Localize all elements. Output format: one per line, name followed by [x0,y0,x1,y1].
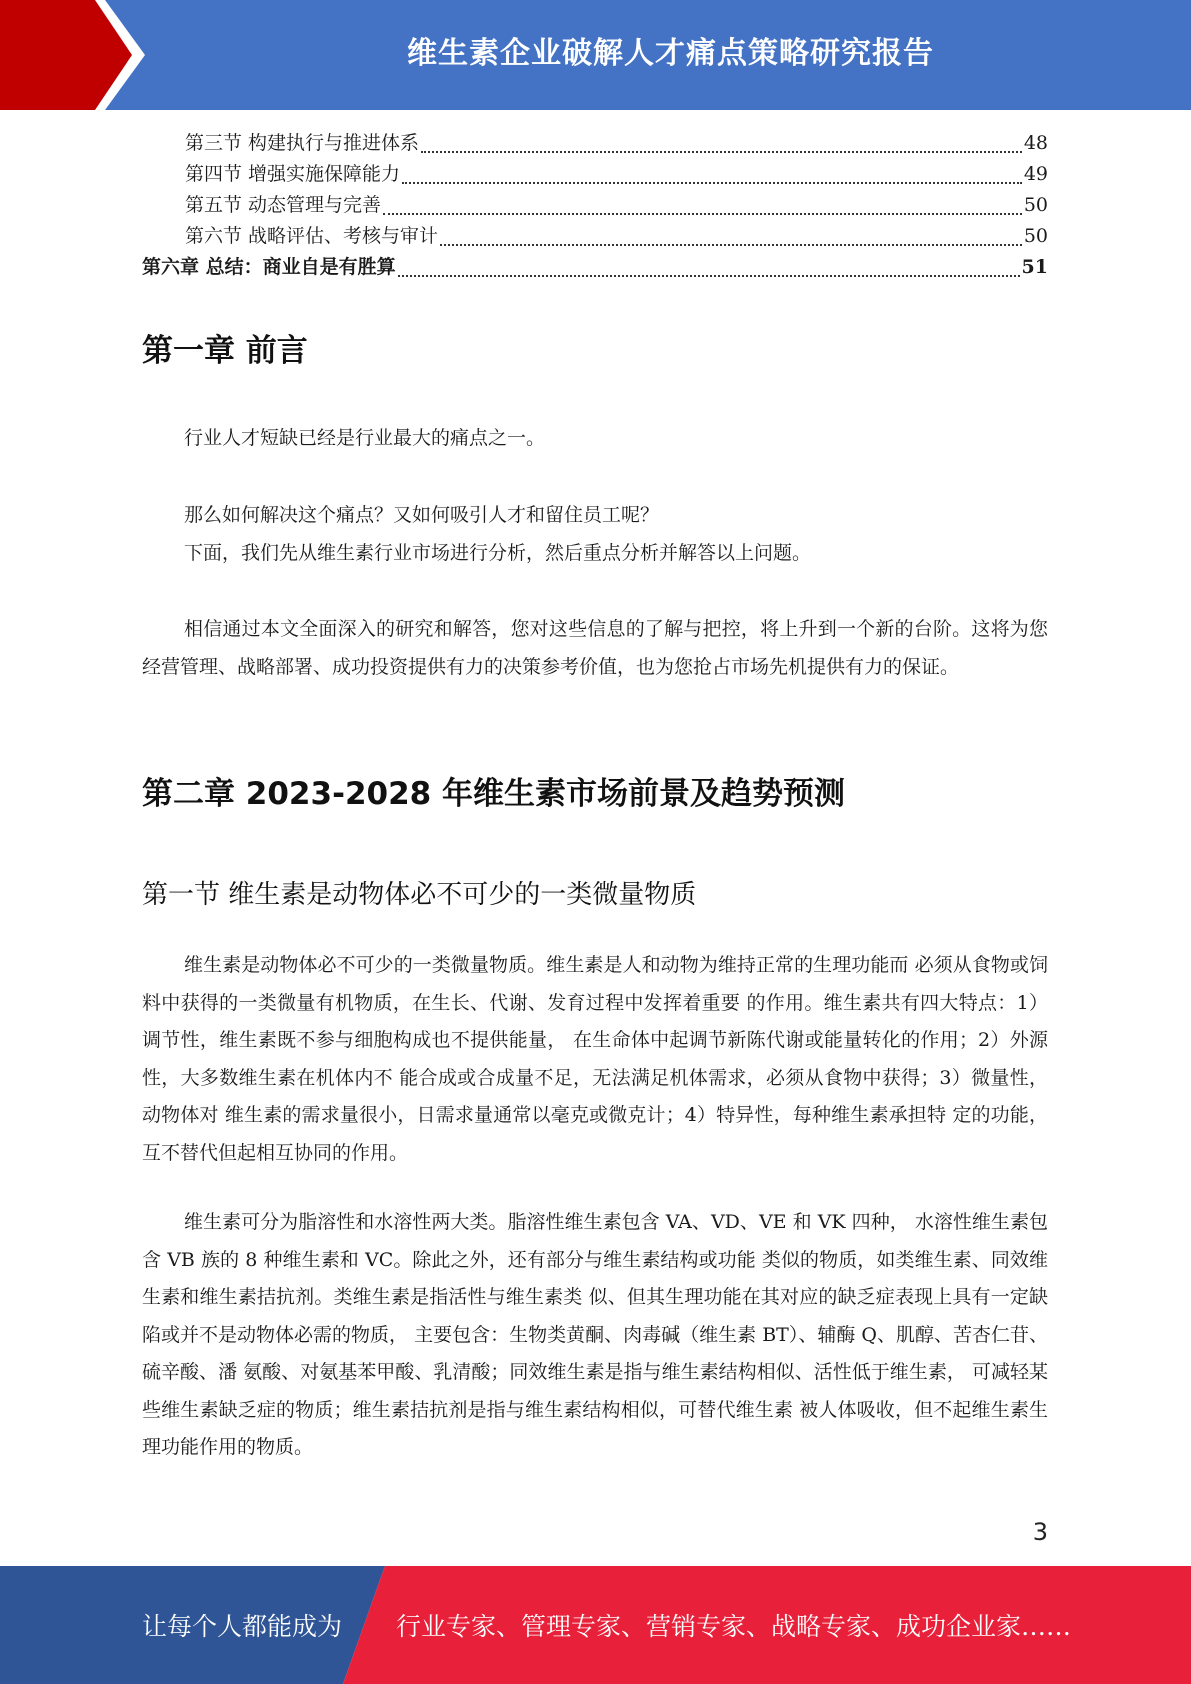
header-arrow-decoration [0,0,160,110]
paragraph: 下面，我们先从维生素行业市场进行分析，然后重点分析并解答以上问题。 [184,542,812,564]
toc-entry-title: 第六节 战略评估、考核与审计 [185,225,439,247]
toc-entry-page: 49 [1023,163,1048,185]
toc-entry-page: 51 [1021,256,1048,278]
toc-leader-dots [383,213,1022,215]
paragraph: 那么如何解决这个痛点？又如何吸引人才和留住员工呢？ [184,504,660,526]
footer-slogan-left: 让每个人都能成为 [142,1612,343,1641]
toc-entry-title: 第六章 总结：商业自是有胜算 [142,256,396,278]
toc-entry-title: 第五节 动态管理与完善 [185,194,382,216]
toc-entry-page: 48 [1023,132,1048,154]
toc-entry-title: 第三节 构建执行与推进体系 [185,132,420,154]
footer-slogan-right: 行业专家、管理专家、营销专家、战略专家、成功企业家…… [396,1612,1072,1641]
toc-entry-page: 50 [1023,194,1048,216]
page-footer [0,1566,1191,1684]
paragraph: 相信通过本文全面深入的研究和解答，您对这些信息的了解与把控，将上升到一个新的台阶。这将为您经营管理、战略部署、成功投资提供有力的决策参考价值，也为您抢占市场先机提供有力的保证。 [142,618,1048,678]
paragraph: 维生素可分为脂溶性和水溶性两大类。脂溶性维生素包含 VA、VD、VE 和 VK 四种， 水溶性维生素包含 VB 族的 8 种维生素和 VC。除此之外，还有部分与维生素结构或功能 类似的物质，如类维生素、同效维生素和维生素拮抗剂。类维生素是指活性与维生素类 似、但其生理功能在其对应的缺乏症表现上具有一定缺陷或并不是动物体必需的物质， 主要包含：生物类黄酮、肉毒碱（维生素 BT）、辅酶 Q、肌醇、苦杏仁苷、硫辛酸、潘 氨酸、对氨基苯甲酸、乳清酸；同效维生素是指与维生素结构相似、活性低于维生素， 可减轻某些维生素缺乏症的物质；维生素拮抗剂是指与维生素结构相似，可替代维生素 被人体吸收，但不起维生素生理功能作用的物质。 [142,1211,1048,1458]
toc-entry-chapter[interactable] [142,252,1048,283]
toc-entry[interactable] [142,190,1048,221]
toc-leader-dots [421,151,1022,153]
page-number: 3 [1032,1518,1048,1546]
toc-leader-dots [402,182,1022,184]
toc-entry-title: 第四节 增强实施保障能力 [185,163,401,185]
table-of-contents [142,128,1048,283]
toc-entry[interactable] [142,159,1048,190]
toc-entry-page: 50 [1023,225,1048,247]
toc-entry[interactable] [142,128,1048,159]
paragraph: 维生素是动物体必不可少的一类微量物质。维生素是人和动物为维持正常的生理功能而 必须从食物或饲料中获得的一类微量有机物质，在生长、代谢、发育过程中发挥着重要 的作用。维生素共有四大特点：1）调节性，维生素既不参与细胞构成也不提供能量， 在生命体中起调节新陈代谢或能量转化的作用；2）外源性，大多数维生素在机体内不 能合成或合成量不足，无法满足机体需求，必须从食物中获得；3）微量性，动物体对 维生素的需求量很小，日需求量通常以毫克或微克计；4）特异性，每种维生素承担特 定的功能，互不替代但起相互协同的作用。 [142,954,1048,1164]
toc-entry[interactable] [142,221,1048,252]
page-header [0,0,1191,110]
chapter-heading: 第一章 前言 [142,333,308,369]
toc-leader-dots [398,275,1020,277]
chapter-heading: 第二章 2023-2028 年维生素市场前景及趋势预测 [142,776,846,812]
section-heading: 第一节 维生素是动物体必不可少的一类微量物质 [142,880,697,910]
toc-leader-dots [440,244,1022,246]
paragraph: 行业人才短缺已经是行业最大的痛点之一。 [184,427,546,449]
header-title: 维生素企业破解人才痛点策略研究报告 [407,36,934,71]
